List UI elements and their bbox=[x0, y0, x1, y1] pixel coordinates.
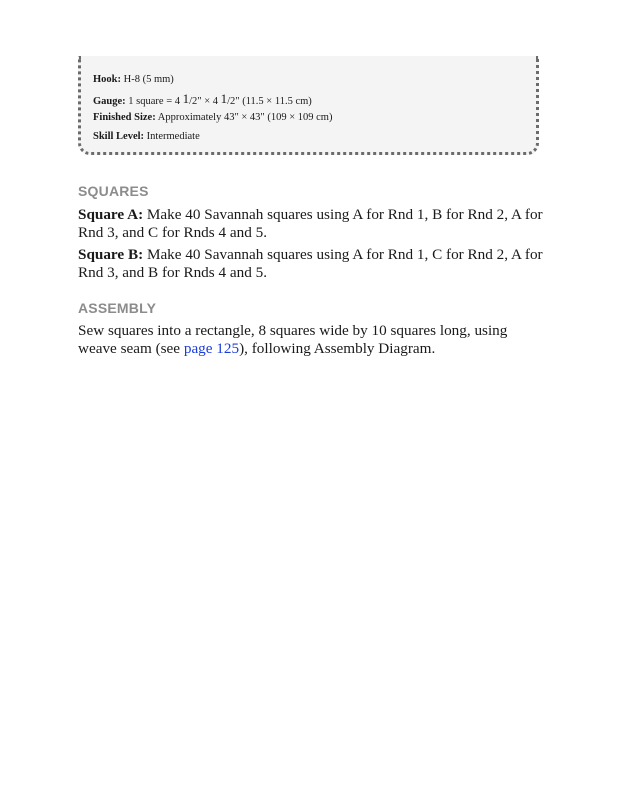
finished-size-value: Approximately 43" × 43" (109 × 109 cm) bbox=[157, 112, 333, 123]
assembly-paragraph bbox=[78, 322, 528, 358]
skill-level-row bbox=[93, 127, 536, 146]
gauge-value-part-1: 1 square = 4 bbox=[128, 96, 183, 107]
square-b-label: Square B: bbox=[78, 246, 144, 263]
skill-level-value: Intermediate bbox=[146, 131, 200, 142]
materials-box bbox=[78, 56, 539, 155]
gauge-value-part-2: /2" × 4 bbox=[189, 96, 221, 107]
square-b-paragraph bbox=[78, 246, 543, 282]
assembly-text-start: Sew squares into a rectangle, 8 squares wide by 10 squares long, using weave seam (see bbox=[78, 322, 508, 357]
gauge-fraction-numerator-2: 1 bbox=[220, 91, 228, 106]
square-a-label: Square A: bbox=[78, 206, 144, 223]
square-b-text: Make 40 Savannah squares using A for Rnd 1, C for Rnd 2, A for Rnd 3, and B for Rnds 4 and 5. bbox=[78, 246, 543, 281]
finished-size-row bbox=[93, 108, 536, 127]
assembly-heading: ASSEMBLY bbox=[78, 300, 157, 316]
skill-level-label: Skill Level: bbox=[93, 131, 145, 142]
assembly-text-end: ), following Assembly Diagram. bbox=[239, 340, 436, 357]
hook-label: Hook: bbox=[93, 74, 122, 85]
squares-heading: SQUARES bbox=[78, 183, 149, 199]
finished-size-label: Finished Size: bbox=[93, 112, 156, 123]
page-125-link[interactable]: page 125 bbox=[183, 340, 240, 357]
gauge-row bbox=[93, 89, 536, 108]
square-a-paragraph bbox=[78, 206, 543, 242]
hook-row bbox=[93, 70, 536, 89]
gauge-label: Gauge: bbox=[93, 96, 126, 107]
gauge-fraction-numerator-1: 1 bbox=[182, 91, 190, 106]
hook-value: H-8 (5 mm) bbox=[123, 74, 174, 85]
square-a-text: Make 40 Savannah squares using A for Rnd 1, B for Rnd 2, A for Rnd 3, and C for Rnds 4 and 5. bbox=[78, 206, 543, 241]
gauge-value-part-3: /2" (11.5 × 11.5 cm) bbox=[227, 96, 312, 107]
